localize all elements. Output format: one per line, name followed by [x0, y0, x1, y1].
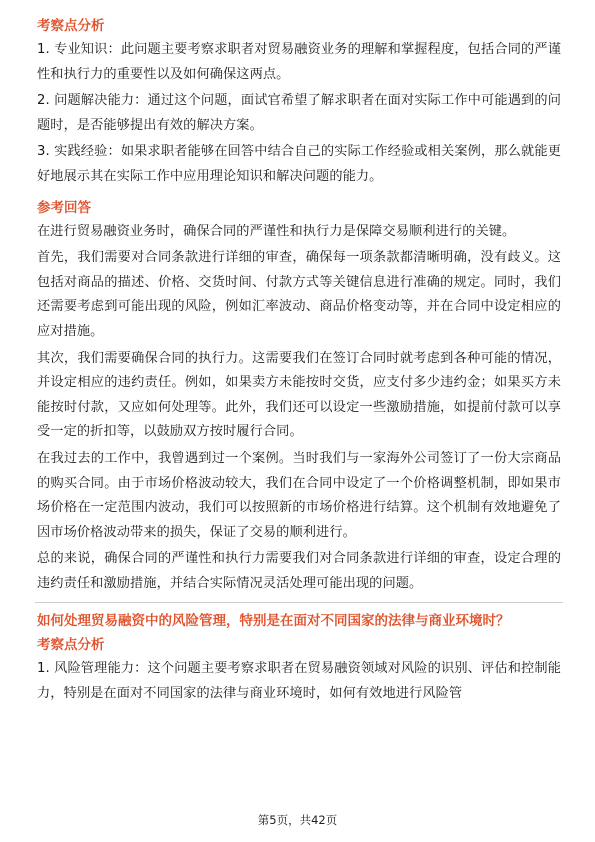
answer-paragraph: 首先，我们需要对合同条款进行详细的审查，确保每一项条款都清晰明确，没有歧义。这包括对商品的描述、价格、交货时间、付款方式等关键信息进行准确的规定。同时，我们还需要考虑到可能出现的风险，例如汇率波动、商品价格变动等，并在合同中设定相应的应对措施。	[37, 250, 561, 339]
section-heading-reference-answer: 参考回答	[37, 199, 91, 216]
page-number-footer: 第5页，共42页	[257, 813, 338, 827]
analysis-point: 1. 风险管理能力：这个问题主要考察求职者在贸易融资领域对风险的识别、评估和控制能力，特别是在面对不同国家的法律与商业环境时，如何有效地进行风险管	[37, 661, 561, 702]
analysis-point: 1. 专业知识：此问题主要考察求职者对贸易融资业务的理解和掌握程度，包括合同的严谨性和执行力的重要性以及如何确保这两点。	[37, 42, 561, 82]
analysis-point: 3. 实践经验：如果求职者能够在回答中结合自己的实际工作经验或相关案例，那么就能更好地展示其在实际工作中应用理论知识和解决问题的能力。	[37, 144, 561, 184]
answer-paragraph: 在进行贸易融资业务时，确保合同的严谨性和执行力是保障交易顺利进行的关键。	[37, 223, 516, 239]
section-heading-analysis: 考察点分析	[37, 18, 105, 34]
answer-paragraph: 在我过去的工作中，我曾遇到过一个案例。当时我们与一家海外公司签订了一份大宗商品的购买合同。由于市场价格波动较大，我们在合同中设定了一个价格调整机制，即如果市场价格在一定范围内波动，我们可以按照新的市场价格进行结算。这个机制有效地避免了因市场价格波动带来的损失，保证了交易的顺利进行。	[37, 450, 561, 540]
answer-paragraph: 其次，我们需要确保合同的执行力。这需要我们在签订合同时就考虑到各种可能的情况，并设定相应的违约责任。例如，如果卖方未能按时交货，应支付多少违约金；如果买方未能按时付款，又应如何处理等。此外，我们还可以设定一些激励措施，如提前付款可以享受一定的折扣等，以鼓励双方按时履行合同。	[37, 350, 561, 440]
answer-paragraph: 总的来说，确保合同的严谨性和执行力需要我们对合同条款进行详细的审查，设定合理的违约责任和激励措施，并结合实际情况灵活处理可能出现的问题。	[37, 551, 561, 591]
analysis-point: 2. 问题解决能力：通过这个问题，面试官希望了解求职者在面对实际工作中可能遇到的问题时，是否能够提出有效的解决方案。	[37, 93, 561, 133]
question-title: 如何处理贸易融资中的风险管理，特别是在面对不同国家的法律与商业环境时？	[37, 613, 510, 630]
page-content	[37, 14, 561, 709]
section-divider	[35, 602, 563, 603]
section-heading-analysis-2: 考察点分析	[37, 637, 105, 654]
